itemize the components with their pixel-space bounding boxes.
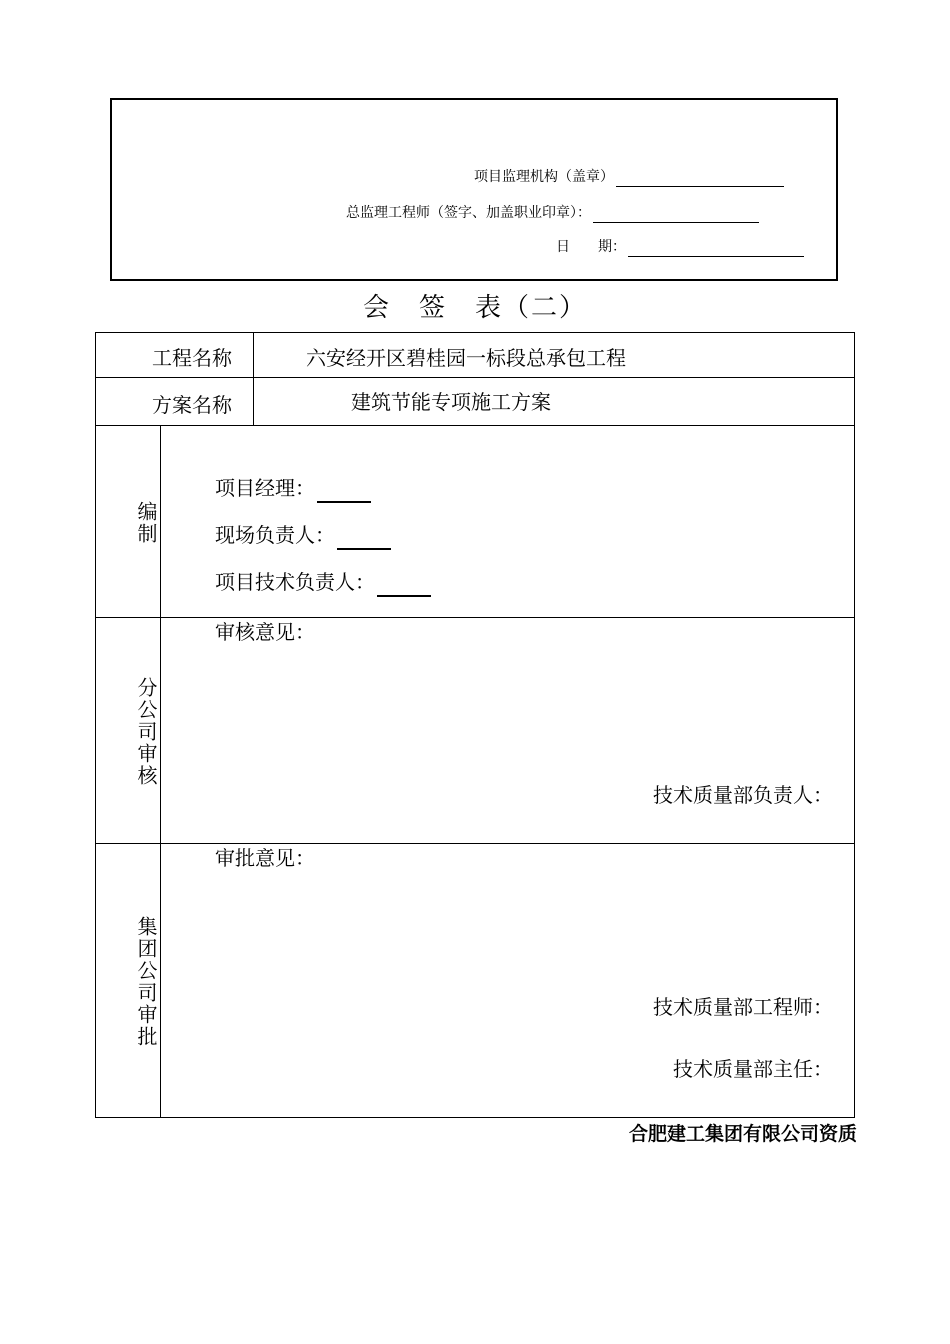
review-opinion-label: 审核意见：: [215, 620, 315, 644]
chief-engineer-label: 总监理工程师（签字、加盖职业印章）：: [346, 205, 591, 221]
row-divider: [95, 617, 855, 618]
date-underline: [628, 240, 804, 257]
chief-engineer-underline: [593, 206, 759, 223]
site-manager-row: [215, 520, 391, 550]
tech-manager-label: 项目技术负责人：: [215, 570, 375, 594]
row-divider: [95, 425, 855, 426]
tech-quality-engineer-label: 技术质量部工程师：: [653, 995, 833, 1019]
project-manager-label: 项目经理：: [215, 476, 315, 500]
plan-name-label: 方案名称: [152, 393, 232, 417]
table-border-right: [854, 332, 855, 1118]
supervision-org-stamp-row: [474, 167, 784, 187]
approval-opinion-label: 审批意见：: [215, 846, 315, 870]
supervision-org-stamp-label: 项目监理机构（盖章）: [474, 169, 614, 185]
project-name-label: 工程名称: [152, 346, 232, 370]
page-title: 会 签 表（二）: [362, 293, 587, 323]
site-manager-signature-line: [337, 530, 391, 550]
tech-quality-director-label: 技术质量部主任：: [673, 1057, 833, 1081]
branch-review-section-label: 分公司审核: [134, 677, 158, 787]
row-divider: [95, 377, 855, 378]
tech-manager-row: [215, 567, 431, 597]
table-border-top: [95, 332, 855, 333]
table-border-left: [95, 332, 96, 1118]
compile-section-label: 编制: [134, 501, 158, 545]
branch-signer-label: 技术质量部负责人：: [653, 783, 833, 807]
date-label: 日 期：: [556, 239, 626, 255]
column-divider: [253, 332, 254, 426]
column-divider: [160, 425, 161, 1118]
project-name-value: 六安经开区碧桂园一标段总承包工程: [306, 346, 626, 370]
project-manager-signature-line: [317, 483, 371, 503]
tech-manager-signature-line: [377, 577, 431, 597]
group-approval-section-label: 集团公司审批: [134, 916, 158, 1048]
company-footer: 合肥建工集团有限公司资质: [628, 1123, 857, 1145]
project-manager-row: [215, 473, 371, 503]
table-border-bottom: [95, 1117, 855, 1118]
supervision-date-row: [556, 237, 804, 257]
site-manager-label: 现场负责人：: [215, 523, 335, 547]
row-divider: [95, 843, 855, 844]
org-stamp-underline: [616, 170, 784, 187]
supervision-chief-engineer-row: [346, 203, 759, 223]
plan-name-value: 建筑节能专项施工方案: [351, 390, 551, 414]
